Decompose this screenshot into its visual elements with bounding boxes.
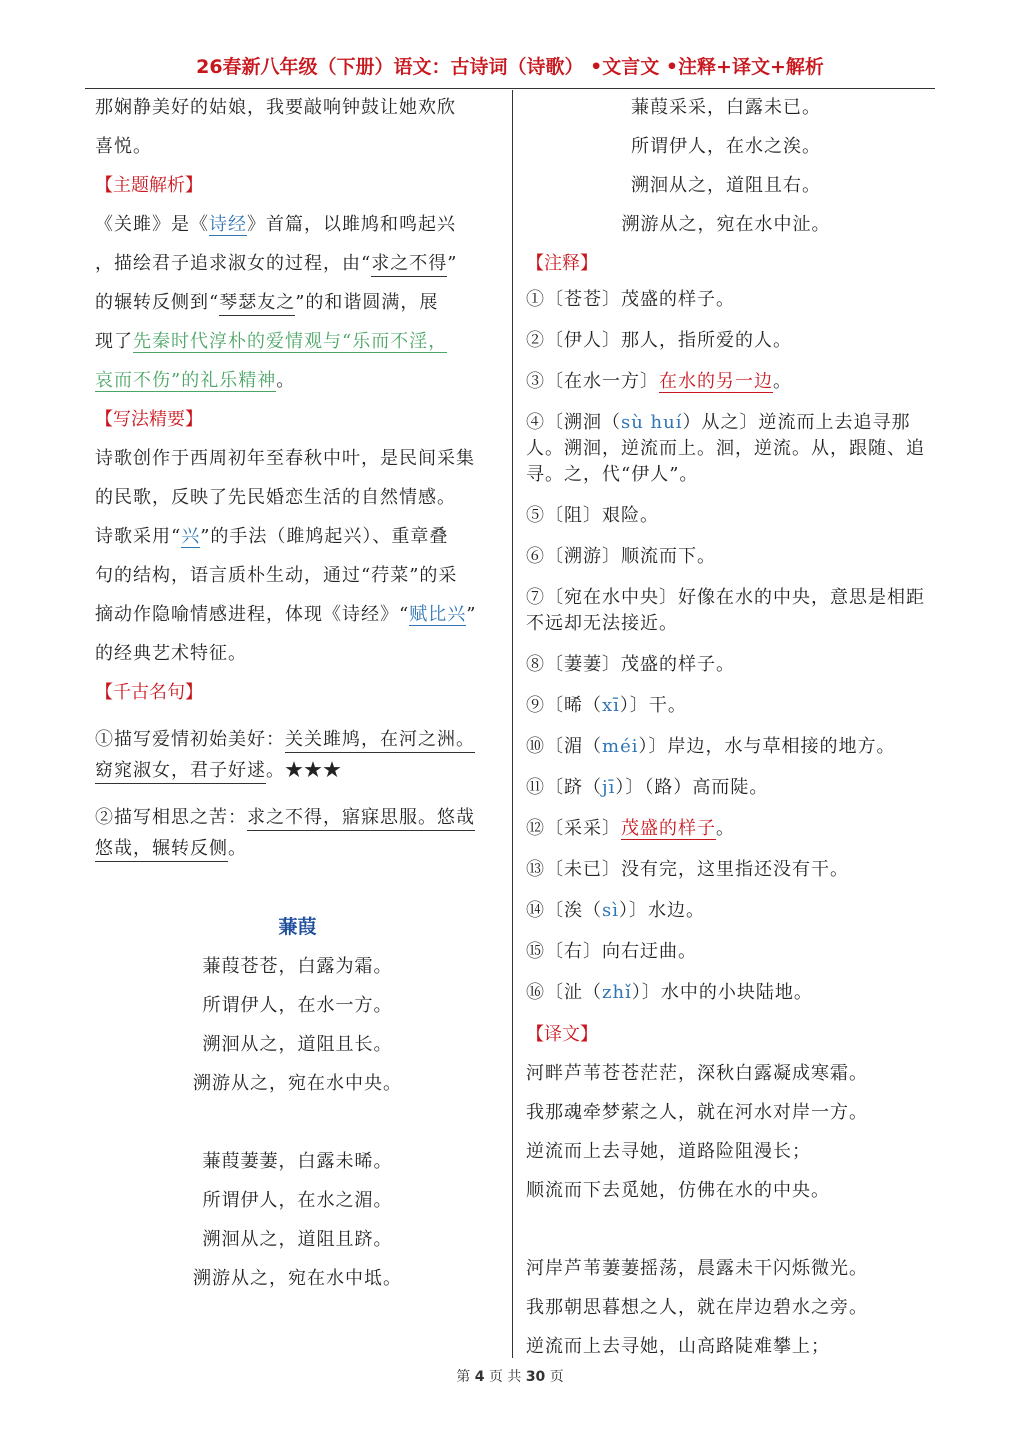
- poem-line: 溯游从之，宛在水中沚。: [621, 214, 831, 235]
- writing-line: 的经典艺术特征。: [95, 643, 247, 664]
- right-column: [526, 88, 926, 1366]
- text: ⑭〔涘（: [526, 900, 602, 921]
- writing-line: 句的结构，语言质朴生动，通过“荇菜”的采: [95, 565, 458, 586]
- underlined-text: 悠哉，辗转反侧: [95, 838, 228, 862]
- underlined-text: 窈窕淑女，君子好逑: [95, 760, 266, 784]
- text: ④〔溯洄（: [526, 412, 621, 433]
- column-divider: [512, 90, 513, 1358]
- text: ”的手法（雎鸠起兴）、重章叠: [200, 526, 449, 547]
- poem-line: 溯洄从之，道阻且长。: [202, 1034, 393, 1055]
- poem-title: 蒹葭: [278, 916, 317, 938]
- note-item: ⑦〔宛在水中央〕好像在水的中央，意思是相距不远却无法接近。: [526, 587, 925, 634]
- text: 。: [773, 371, 792, 392]
- poem-line: 溯游从之，宛在水中坻。: [193, 1268, 402, 1289]
- pinyin: xī: [602, 695, 620, 716]
- text: ①描写爱情初始美好：: [95, 729, 285, 750]
- text: ③〔在水一方〕: [526, 371, 659, 392]
- underlined-text: 求之不得: [371, 253, 447, 277]
- translation-line: 我那朝思暮想之人，就在岸边碧水之旁。: [526, 1297, 868, 1318]
- note-item: ⑧〔萋萋〕茂盛的样子。: [526, 654, 735, 675]
- quotes-heading: 【千古名句】: [95, 682, 203, 703]
- note-item: ②〔伊人〕那人，指所爱的人。: [526, 330, 792, 351]
- translation-line: 河岸芦苇萋萋摇荡，晨露未干闪烁微光。: [526, 1258, 868, 1279]
- text: 。: [716, 818, 735, 839]
- text: 诗歌采用“: [95, 526, 182, 547]
- pinyin: sù huí: [621, 412, 683, 433]
- text: 。: [228, 838, 247, 859]
- text: 。: [276, 370, 296, 391]
- note-item: ⑮〔右〕向右迂曲。: [526, 941, 697, 962]
- xing-link[interactable]: 兴: [181, 526, 201, 547]
- note-item: ⑬〔未已〕没有完，这里指还没有干。: [526, 859, 849, 880]
- underlined-text: 关关雎鸠，在河之洲。: [285, 729, 475, 753]
- text: ⑪〔跻（: [526, 777, 602, 798]
- writing-line: 的民歌，反映了先民婚恋生活的自然情感。: [95, 487, 456, 508]
- page-number: 4: [474, 1369, 485, 1385]
- writing-line: [95, 517, 500, 556]
- text: ”: [447, 253, 458, 274]
- note-item: [526, 775, 926, 801]
- left-column: [95, 88, 500, 1298]
- poem-line: 所谓伊人，在水之湄。: [202, 1190, 393, 1211]
- text: ，描绘君子追求淑女的过程，由“: [95, 253, 372, 274]
- page-header: [0, 52, 1020, 79]
- pinyin: zhǐ: [602, 982, 632, 1003]
- text: 。★★★: [266, 760, 342, 781]
- footer-text: 第: [456, 1369, 471, 1385]
- text: ⑯〔沚（: [526, 982, 602, 1003]
- text: 的辗转反侧到“: [95, 292, 220, 313]
- note-item: [526, 980, 926, 1006]
- translation-heading: 【译文】: [526, 1024, 598, 1045]
- note-item: [526, 693, 926, 719]
- text: 》首篇，以雎鸠和鸣起兴: [247, 214, 456, 235]
- theme-line: [95, 205, 500, 244]
- footer-text: 页: [549, 1369, 564, 1385]
- text-line: 喜悦。: [95, 136, 152, 157]
- poem-line: 溯洄从之，道阻且右。: [631, 175, 821, 196]
- underlined-text: 琴瑟友之: [219, 292, 295, 316]
- theme-heading: 【主题解析】: [95, 175, 203, 196]
- note-item: ⑥〔溯游〕顺流而下。: [526, 546, 716, 567]
- theme-line: [95, 283, 500, 322]
- text: ”: [466, 604, 477, 625]
- poem-line: 蒹葭采采，白露未已。: [631, 97, 821, 118]
- note-item: [526, 898, 926, 924]
- pinyin: sì: [602, 900, 619, 921]
- text: ⑨〔晞（: [526, 695, 602, 716]
- highlight-text: 先秦时代淳朴的爱情观与“乐而不淫，: [133, 331, 448, 352]
- writing-line: 诗歌创作于西周初年至春秋中叶，是民间采集: [95, 448, 475, 469]
- poem-line: 所谓伊人，在水一方。: [202, 995, 393, 1016]
- highlight-text: 茂盛的样子: [621, 818, 716, 839]
- text: ）〕干。: [619, 695, 687, 716]
- fubixing-link[interactable]: 赋比兴: [409, 604, 467, 625]
- highlight-text: 哀而不伤”的礼乐精神: [95, 370, 277, 391]
- text-line: 那娴静美好的姑娘，我要敲响钟鼓让她欢欣: [95, 97, 456, 118]
- page-total: 30: [525, 1369, 546, 1385]
- text: ⑫〔采采〕: [526, 818, 621, 839]
- note-item: [526, 816, 926, 842]
- poem-line: 溯洄从之，道阻且跻。: [202, 1229, 393, 1250]
- text: ②描写相思之苦：: [95, 807, 247, 828]
- notes-heading: 【注释】: [526, 253, 598, 274]
- page-footer: [0, 1366, 1020, 1386]
- shijing-link[interactable]: 诗经: [209, 214, 247, 235]
- text: ”的和谐圆满，展: [295, 292, 439, 313]
- text: ）〕岸边，水与草相接的地方。: [638, 736, 896, 757]
- text: ）〕水边。: [619, 900, 705, 921]
- translation-line: 顺流而下去觅她，仿佛在水的中央。: [526, 1180, 830, 1201]
- pinyin: jī: [602, 777, 616, 798]
- poem-line: 所谓伊人，在水之涘。: [631, 136, 821, 157]
- writing-line: [95, 595, 500, 634]
- header-title: 26春新八年级（下册）语文：古诗词（诗歌） •文言文 •注释+译文+解析: [196, 56, 824, 78]
- text: 现了: [95, 331, 133, 352]
- highlight-text: 在水的另一边: [659, 371, 773, 392]
- text: ）〕水中的小块陆地。: [631, 982, 813, 1003]
- translation-line: 我那魂牵梦萦之人，就在河水对岸一方。: [526, 1102, 868, 1123]
- theme-line: [95, 361, 500, 400]
- note-item: [526, 369, 926, 395]
- theme-line: [95, 244, 500, 283]
- note-item: ①〔苍苍〕茂盛的样子。: [526, 289, 735, 310]
- note-item: [526, 734, 926, 760]
- note-item: ⑤〔阻〕艰险。: [526, 505, 659, 526]
- text: ）从之〕逆流而上去追寻那人。溯洄，逆流而上。洄，逆流。从，跟随、追寻。之，代“伊人”。: [526, 412, 925, 485]
- translation-line: 河畔芦苇苍苍茫茫，深秋白露凝成寒霜。: [526, 1063, 868, 1084]
- poem-line: 溯游从之，宛在水中央。: [193, 1073, 402, 1094]
- translation-line: 逆流而上去寻她，道路险阻漫长；: [526, 1141, 811, 1162]
- text: 摘动作隐喻情感进程，体现《诗经》“: [95, 604, 410, 625]
- writing-heading: 【写法精要】: [95, 409, 203, 430]
- poem-line: 蒹葭萋萋，白露未晞。: [202, 1151, 393, 1172]
- pinyin: méi: [602, 736, 639, 757]
- text: ）〕（路）高而陡。: [615, 777, 769, 798]
- theme-line: [95, 322, 500, 361]
- note-item: [526, 410, 926, 488]
- poem-line: 蒹葭苍苍，白露为霜。: [202, 956, 393, 977]
- footer-text: 页 共: [488, 1369, 522, 1385]
- underlined-text: 求之不得，寤寐思服。悠哉: [247, 807, 475, 831]
- text: 《关雎》是《: [95, 214, 209, 235]
- translation-line: 逆流而上去寻她，山高路陡难攀上；: [526, 1336, 830, 1357]
- text: ⑩〔湄（: [526, 736, 602, 757]
